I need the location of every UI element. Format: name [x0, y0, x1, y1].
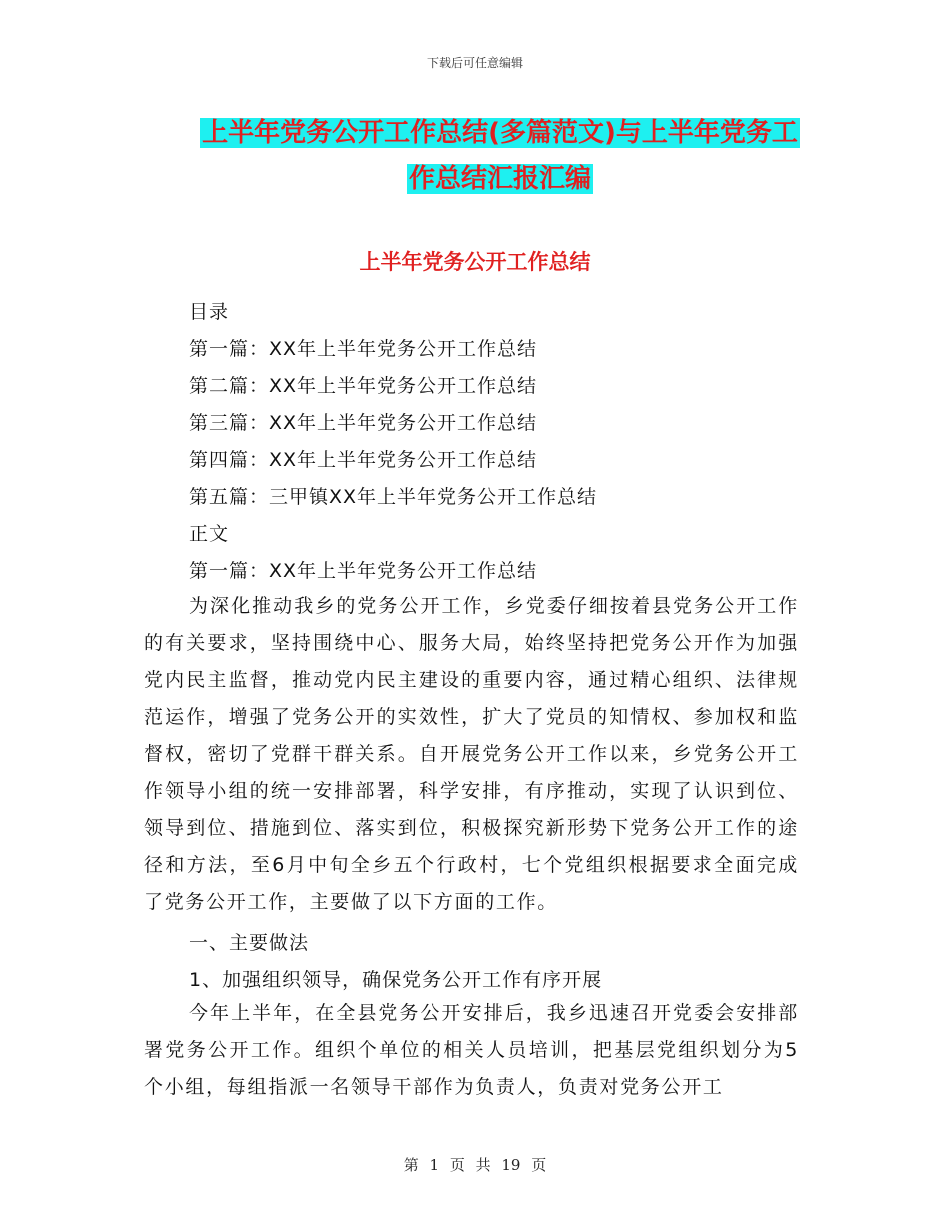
toc-item-3: 第三篇：XX年上半年党务公开工作总结	[189, 412, 538, 434]
toc-item-2: 第二篇：XX年上半年党务公开工作总结	[189, 375, 538, 397]
toc-item-1: 第一篇：XX年上半年党务公开工作总结	[189, 338, 538, 360]
page-header-note: 下载后可任意编辑	[426, 56, 523, 70]
toc-item-5: 第五篇：三甲镇XX年上半年党务公开工作总结	[189, 486, 598, 508]
body-paragraph-1: 为深化推动我乡的党务公开工作，乡党委仔细按着县党务公开工作的有关要求，坚持围绕中心、服务大局，始终坚持把党务公开作为加强党内民主监督，推动党内民主建设的重要内容，通过精心组织、法律规范运作，增强了党务公开的实效性，扩大了党员的知情权、参加权和监督权，密切了党群干群关系。自开展党务公开工作以来，乡党务公开工作领导小组的统一安排部署，科学安排，有序推动，实现了认识到位、领导到位、措施到位、落实到位，积极探究新形势下党务公开工作的途径和方法，至6月中旬全乡五个行政村，七个党组织根据要求全面完成了党务公开工作，主要做了以下方面的工作。	[144, 595, 799, 913]
body-section-title: 第一篇：XX年上半年党务公开工作总结	[189, 560, 538, 582]
body-subheading-1: 一、主要做法	[189, 932, 310, 954]
body-paragraph-2: 今年上半年，在全县党务公开安排后，我乡迅速召开党委会安排部署党务公开工作。组织个单位的相关人员培训，把基层党组织划分为5个小组，每组指派一名领导干部作为负责人，负责对党务公开工	[144, 1002, 799, 1098]
body-heading: 正文	[189, 523, 230, 545]
toc-item-4: 第四篇：XX年上半年党务公开工作总结	[189, 449, 538, 471]
page-footer: 第 1 页 共 19 页	[403, 1156, 547, 1174]
document-title-line2: 作总结汇报汇编	[408, 164, 591, 194]
section-title: 上半年党务公开工作总结	[359, 250, 591, 274]
body-subheading-2: 1、加强组织领导，确保党务公开工作有序开展	[189, 969, 603, 991]
document-title-line1: 上半年党务公开工作总结(多篇范文)与上半年党务工	[202, 118, 798, 148]
document-title	[140, 110, 860, 202]
toc-heading: 目录	[189, 301, 230, 323]
